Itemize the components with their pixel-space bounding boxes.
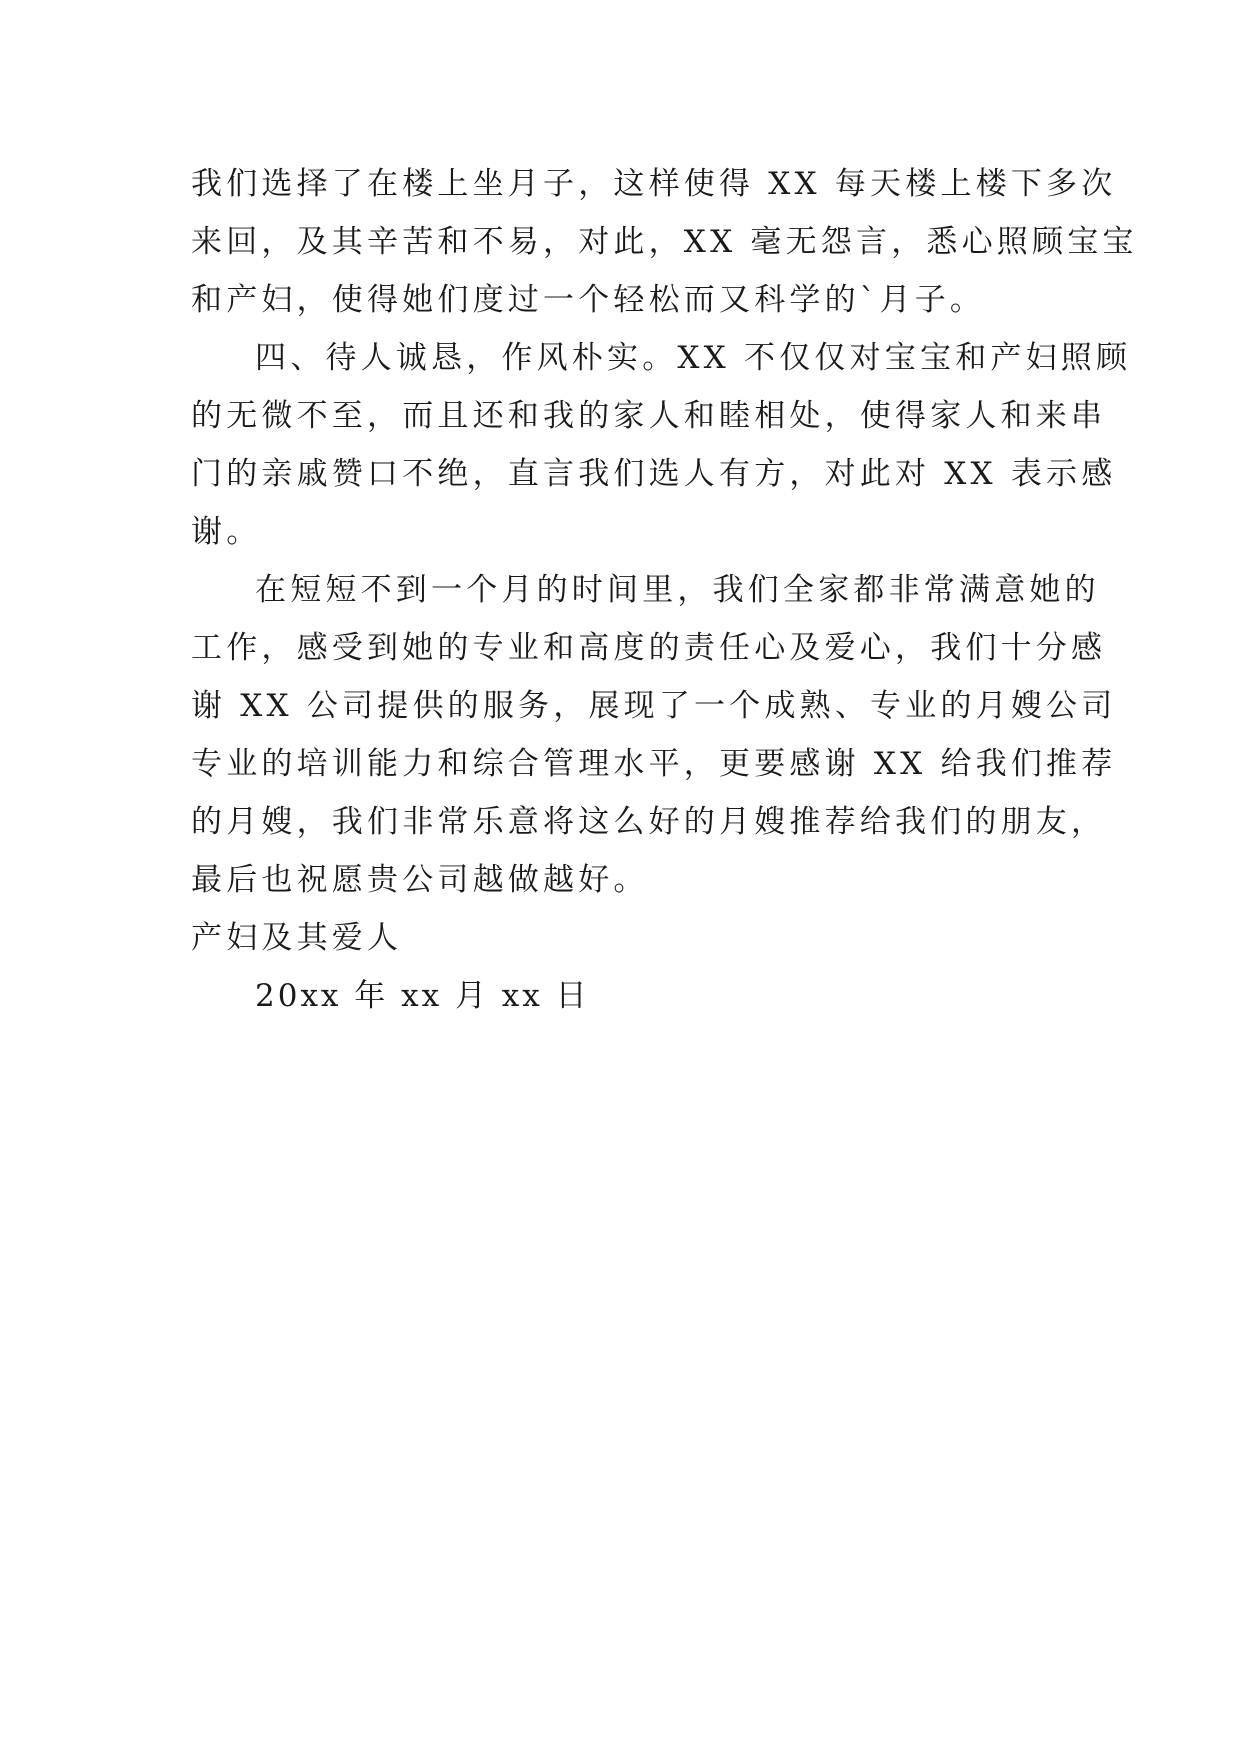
date-line: 20xx 年 xx 月 xx 日	[255, 978, 590, 1014]
body-line: 谢 XX 公司提供的服务，展现了一个成熟、专业的月嫂公司	[191, 688, 1117, 724]
signature: 产妇及其爱人	[191, 920, 403, 956]
body-line: 我们选择了在楼上坐月子，这样使得 XX 每天楼上楼下多次	[191, 166, 1117, 202]
body-line: 最后也祝愿贵公司越做越好。	[191, 862, 649, 898]
body-line: 专业的培训能力和综合管理水平，更要感谢 XX 给我们推荐	[191, 746, 1117, 782]
paragraph-start-line: 在短短不到一个月的时间里，我们全家都非常满意她的	[255, 572, 1100, 608]
paragraph-start-line: 四、待人诚恳，作风朴实。XX 不仅仅对宝宝和产妇照顾	[255, 340, 1132, 376]
body-line: 工作，感受到她的专业和高度的责任心及爱心，我们十分感	[191, 630, 1107, 666]
body-line: 谢。	[191, 514, 262, 550]
body-line: 的无微不至，而且还和我的家人和睦相处，使得家人和来串	[191, 398, 1107, 434]
body-line: 的月嫂，我们非常乐意将这么好的月嫂推荐给我们的朋友，	[191, 804, 1107, 840]
body-line: 门的亲戚赞口不绝，直言我们选人有方，对此对 XX 表示感	[191, 456, 1117, 492]
body-line: 和产妇，使得她们度过一个轻松而又科学的`月子。	[191, 282, 986, 318]
body-line: 来回，及其辛苦和不易，对此，XX 毫无怨言，悉心照顾宝宝	[191, 224, 1138, 260]
